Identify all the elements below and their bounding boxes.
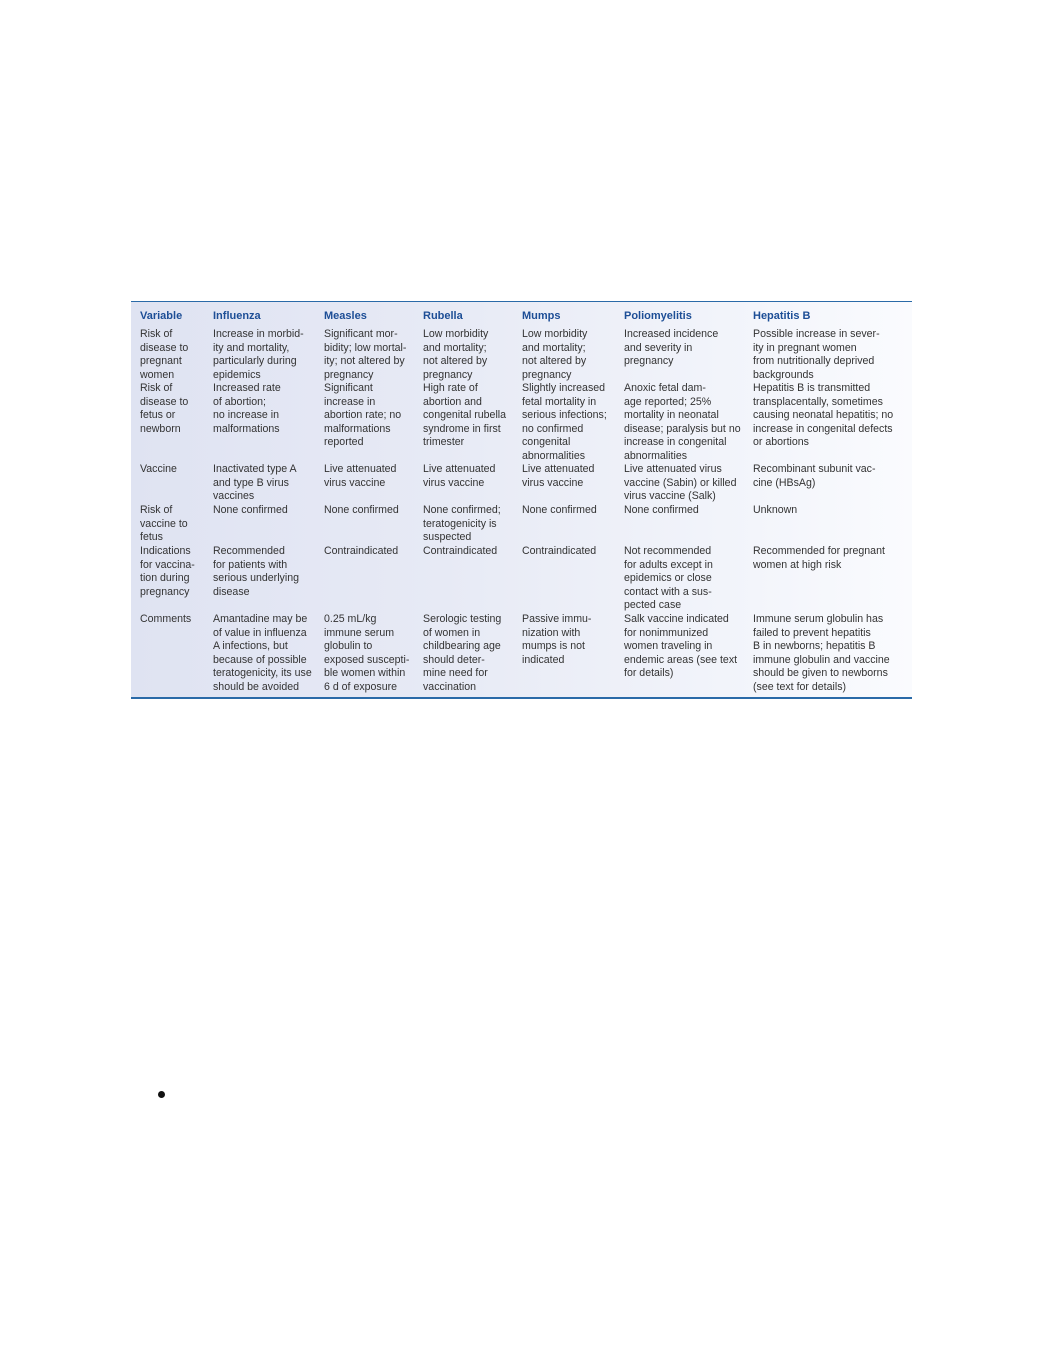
table-cell: Amantadine may be of value in influenza A infections, but because of possible teratogenicity, its use should be avoided <box>213 613 312 693</box>
table-cell: Salk vaccine indicated for nonimmunized women traveling in endemic areas (see text for details) <box>624 613 738 679</box>
vaccine-table <box>131 308 912 695</box>
table-cell: Increased rate of abortion; no increase in malformations <box>213 382 281 435</box>
table-row <box>131 545 912 613</box>
table-cell: Serologic testing of women in childbearing age should deter- mine need for vaccination <box>423 613 502 693</box>
table-cell: None confirmed <box>624 504 699 516</box>
table-cell: Immune serum globulin has failed to prevent hepatitis B in newborns; hepatitis B immune globulin and vaccine should be given to newborns (see text for details) <box>753 613 890 693</box>
table-cell: Not recommended for adults except in epidemics or close contact with a sus- pected case <box>624 545 713 611</box>
table-cell: Possible increase in sever- ity in pregnant women from nutritionally deprived backgrounds <box>753 328 880 381</box>
table-cell: Contraindicated <box>324 545 399 557</box>
vaccine-table-figure <box>131 301 912 699</box>
table-cell: Recommended for patients with serious underlying disease <box>213 545 299 598</box>
table-cell: None confirmed; teratogenicity is suspected <box>423 504 501 543</box>
table-header-row <box>131 308 912 328</box>
header-measles: Measles <box>324 310 367 322</box>
table-row <box>131 504 912 545</box>
header-hepatitis-b: Hepatitis B <box>753 310 811 322</box>
table-cell: None confirmed <box>324 504 399 516</box>
table-cell: Live attenuated virus vaccine <box>324 463 397 489</box>
table-cell: Passive immu- nization with mumps is not indicated <box>522 613 592 666</box>
table-cell: Live attenuated virus vaccine <box>522 463 595 489</box>
header-variable: Variable <box>140 310 183 322</box>
table-cell: Live attenuated virus vaccine <box>423 463 496 489</box>
table-row <box>131 613 912 695</box>
table-cell: Low morbidity and mortality; not altered by pregnancy <box>522 328 588 381</box>
table-cell: 0.25 mL/kg immune serum globulin to exposed suscepti- ble women within 6 d of exposure <box>324 613 410 693</box>
header-influenza: Influenza <box>213 310 261 322</box>
table-cell: Hepatitis B is transmitted transplacentally, sometimes causing neonatal hepatitis; no increase in congenital defects or abortions <box>753 382 894 448</box>
table-cell: None confirmed <box>522 504 597 516</box>
table-row <box>131 382 912 463</box>
table-cell: Unknown <box>753 504 798 516</box>
table-cell: Contraindicated <box>423 545 498 557</box>
table-row <box>131 463 912 504</box>
table-row <box>131 328 912 382</box>
table-cell: Significant increase in abortion rate; no malformations reported <box>324 382 402 448</box>
bullet-point <box>158 1091 165 1098</box>
table-cell: Slightly increased fetal mortality in serious infections; no confirmed congenital abnormalities <box>522 382 607 462</box>
table-cell: Inactivated type A and type B virus vaccines <box>213 463 297 502</box>
table-cell: Live attenuated virus vaccine (Sabin) or killed virus vaccine (Salk) <box>624 463 737 502</box>
header-rubella: Rubella <box>423 310 463 322</box>
table-cell: Recombinant subunit vac- cine (HBsAg) <box>753 463 876 489</box>
table-cell: Low morbidity and mortality; not altered by pregnancy <box>423 328 489 381</box>
table-cell: Risk of disease to pregnant women <box>140 328 189 381</box>
table-cell: Vaccine <box>140 463 177 475</box>
table-cell: Risk of disease to fetus or newborn <box>140 382 189 435</box>
table-cell: Risk of vaccine to fetus <box>140 504 188 543</box>
header-poliomyelitis: Poliomyelitis <box>624 310 692 322</box>
table-cell: Recommended for pregnant women at high risk <box>753 545 885 571</box>
table-cell: Anoxic fetal dam- age reported; 25% mortality in neonatal disease; paralysis but no increase in congenital abnormalities <box>624 382 741 462</box>
table-cell: Comments <box>140 613 192 625</box>
table-cell: Increase in morbid- ity and mortality, particularly during epidemics <box>213 328 304 381</box>
table-cell: Indications for vaccina- tion during pregnancy <box>140 545 195 598</box>
table-cell: Significant mor- bidity; low mortal- ity; not altered by pregnancy <box>324 328 407 381</box>
table-cell: High rate of abortion and congenital rubella syndrome in first trimester <box>423 382 507 448</box>
table-cell: Increased incidence and severity in pregnancy <box>624 328 719 367</box>
header-mumps: Mumps <box>522 310 561 322</box>
table-cell: Contraindicated <box>522 545 597 557</box>
table-cell: None confirmed <box>213 504 288 516</box>
